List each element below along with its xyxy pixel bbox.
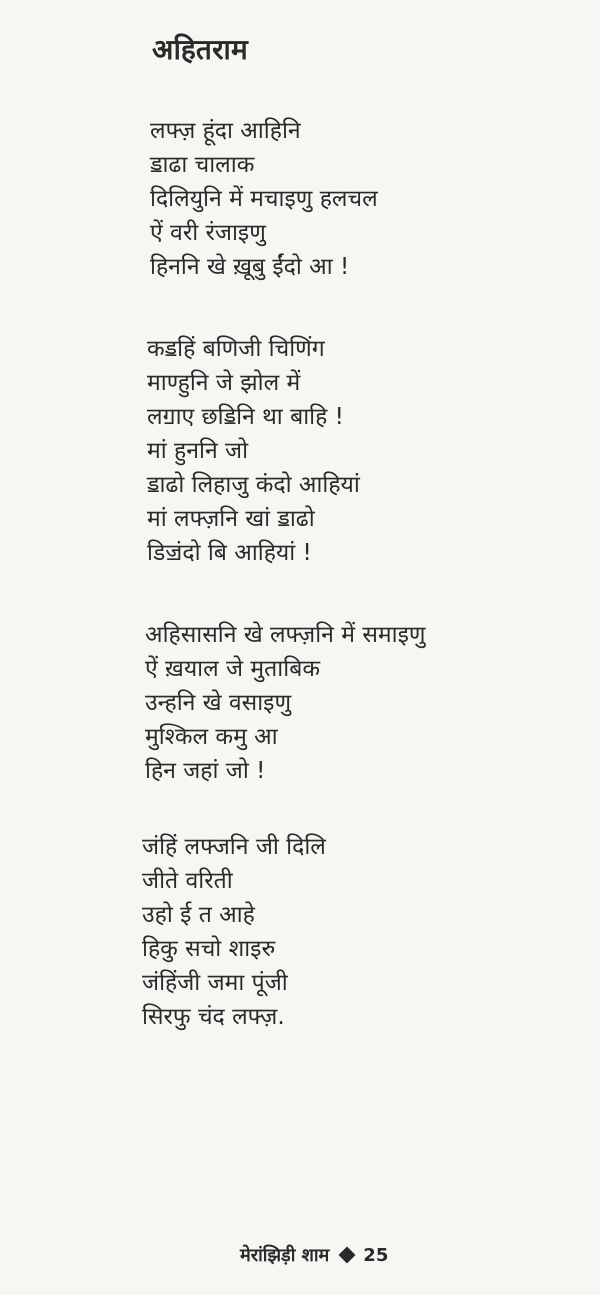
poem-line: उहो ई त आहे (142, 902, 255, 928)
poem-line: हिननि खे ख़ूबु ईंदो आ ! (150, 254, 350, 280)
diamond-icon (339, 1247, 356, 1264)
poem-line: हिन जहां जो ! (145, 758, 266, 784)
poem-line: कॾहिं बणिजी चिणिंग (147, 336, 325, 362)
poem-line: हिकु सचो शाइरु (142, 936, 276, 962)
stanza-2 (147, 332, 567, 570)
stanza-3 (145, 618, 565, 788)
poem-title: अहितराम (152, 33, 248, 66)
poem-line: लफ्ज़ हूंदा आहिनि (150, 118, 301, 144)
poem-line: उन्हनि खे वसाइणु (145, 690, 292, 716)
poem-line: मुश्किल कमु आ (145, 724, 278, 750)
poem-line: सिरफु चंद लफ्ज़. (142, 1004, 285, 1030)
poem-line: दिलियुनि में मचाइणु हलचल (150, 186, 378, 212)
poem-line: ॾाढा चालाक (150, 152, 255, 178)
page-number: 25 (363, 1244, 389, 1266)
stanza-4 (142, 830, 562, 1034)
poem-line: लॻाए छॾिनि था बाहि ! (147, 404, 344, 430)
poem-line: जंहिंजी जमा पूंजी (142, 970, 288, 996)
poem-line: ऐं ख़याल जे मुताबिक (145, 656, 320, 682)
poem-line: अहिसासनि खे लफ्ज़नि में समाइणु (145, 622, 426, 648)
poem-line: मां हुननि जो (147, 438, 249, 464)
page-footer (240, 1240, 388, 1270)
poem-line: मां लफ्ज़नि खां ॾाढो (147, 506, 315, 532)
book-title: मेरांझिड़ी शाम (240, 1245, 330, 1266)
poem-line: ऐं वरी रंजाइणु (150, 220, 266, 246)
stanza-1 (150, 114, 570, 284)
poem-line: ॾाढो लिहाजु कंदो आहियां (147, 472, 360, 498)
poem-line: माण्हुनि जे झोल में (147, 370, 301, 396)
poem-line: जंहिं लफ्जनि जी दिलि (142, 834, 326, 860)
poem-line: जीते वरिती (142, 868, 233, 894)
poem-line: डिॼंदो बि आहियां ! (147, 540, 312, 566)
